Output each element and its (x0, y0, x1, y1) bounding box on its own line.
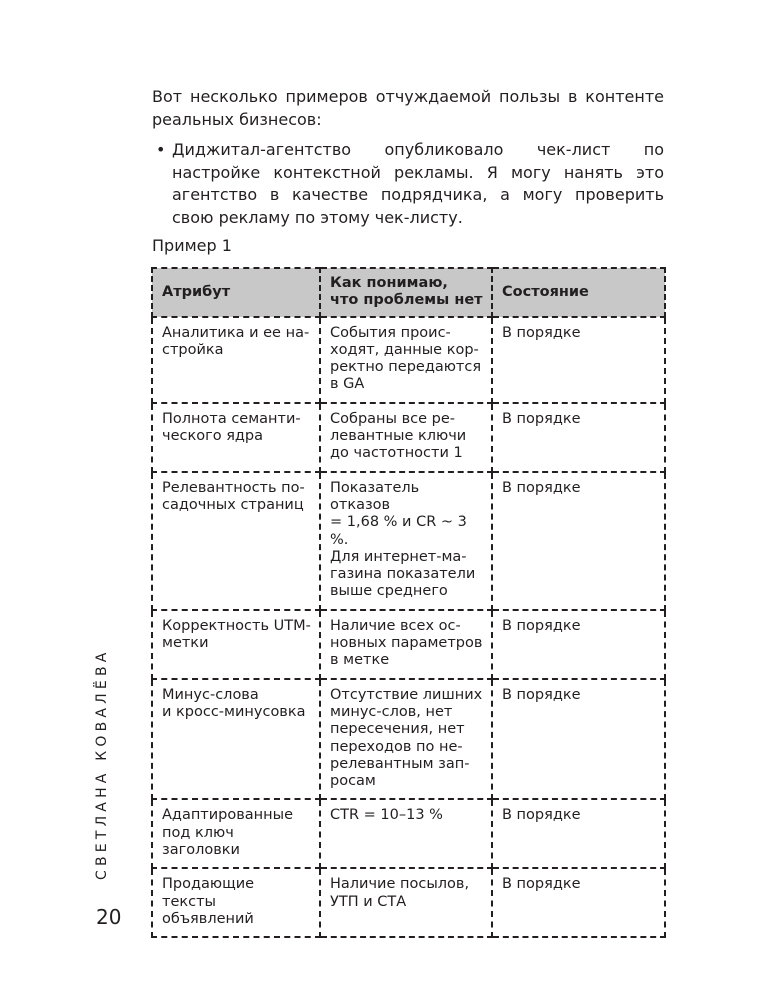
intro-paragraph: Вот несколько примеров отчуждаемой пользы в контенте реальных бизнесов: (152, 87, 664, 129)
bullet-text: Диджитал-агентство опубликовало чек-лист по настройке контекстной рекламы. Я могу нанять это агентство в качестве подрядчика, а могу проверить свою рекламу по этому чек-листу. (172, 140, 664, 227)
cell-text: В порядке (502, 807, 581, 824)
cell-attribute (152, 472, 320, 610)
cell-status (492, 610, 665, 679)
cell-text: Показатель отказов = 1,68 % и CR ~ 3 %. Для интернет-ма- газина показатели выше среднего (330, 479, 476, 600)
header-criteria (320, 268, 492, 317)
running-author-name: СВЕТЛАНА КОВАЛЁВА (94, 648, 110, 880)
cell-text: Продающие тексты объявлений (162, 876, 255, 927)
cell-attribute (152, 868, 320, 937)
cell-attribute (152, 317, 320, 403)
cell-criteria (320, 868, 492, 937)
cell-text: Адаптированные под ключ заголовки (162, 807, 294, 859)
cell-criteria (320, 799, 492, 868)
cell-attribute (152, 679, 320, 800)
cell-text: Собраны все ре- левантные ключи до частотности 1 (330, 410, 467, 462)
cell-text: В порядке (502, 410, 581, 427)
cell-status (492, 403, 665, 472)
table-row (152, 868, 665, 937)
table-row (152, 799, 665, 868)
cell-criteria (320, 403, 492, 472)
header-label: Атрибут (162, 283, 231, 300)
cell-attribute (152, 403, 320, 472)
cell-attribute (152, 799, 320, 868)
cell-status (492, 472, 665, 610)
cell-status (492, 799, 665, 868)
cell-text: CTR = 10–13 % (330, 807, 443, 824)
cell-attribute (152, 610, 320, 679)
cell-text: Релевантность по- садочных страниц (162, 479, 305, 513)
cell-status (492, 317, 665, 403)
table-row (152, 403, 665, 472)
table-header-row (152, 268, 665, 317)
cell-criteria (320, 610, 492, 679)
cell-text: Корректность UTM- метки (162, 617, 311, 652)
cell-criteria (320, 679, 492, 800)
table-row (152, 610, 665, 679)
example-table (151, 267, 666, 938)
cell-status (492, 679, 665, 800)
cell-text: События проис- ходят, данные кор- ректно передаются в GA (330, 324, 482, 393)
cell-text: Отсутствие лишних минус-слов, нет пересечения, нет переходов по не- релевантным зап- росам (330, 686, 483, 790)
cell-text: Аналитика и ее на- стройка (162, 324, 310, 358)
cell-text: Полнота семанти- ческого ядра (162, 410, 301, 445)
cell-text: В порядке (502, 876, 581, 893)
table-row (152, 472, 665, 610)
header-label: Как понимаю, что проблемы нет (330, 275, 483, 309)
cell-criteria (320, 472, 492, 610)
cell-text: В порядке (502, 324, 581, 341)
header-status (492, 268, 665, 317)
cell-text: Наличие посылов, УТП и СТА (330, 876, 470, 910)
cell-text: Наличие всех ос- новных параметров в метке (330, 617, 483, 669)
cell-criteria (320, 317, 492, 403)
table-row (152, 679, 665, 800)
bullet-item (152, 139, 664, 229)
cell-text: В порядке (502, 686, 581, 703)
page-number: 20 (96, 905, 122, 929)
table-caption: Пример 1 (152, 236, 232, 255)
table-row (152, 317, 665, 403)
cell-text: Минус-слова и кросс-минусовка (162, 686, 306, 720)
body-text (152, 86, 664, 229)
bullet-marker: • (156, 140, 166, 159)
cell-status (492, 868, 665, 937)
cell-text: В порядке (502, 479, 581, 496)
cell-text: В порядке (502, 617, 581, 634)
header-label: Состояние (502, 283, 589, 300)
header-attribute (152, 268, 320, 317)
